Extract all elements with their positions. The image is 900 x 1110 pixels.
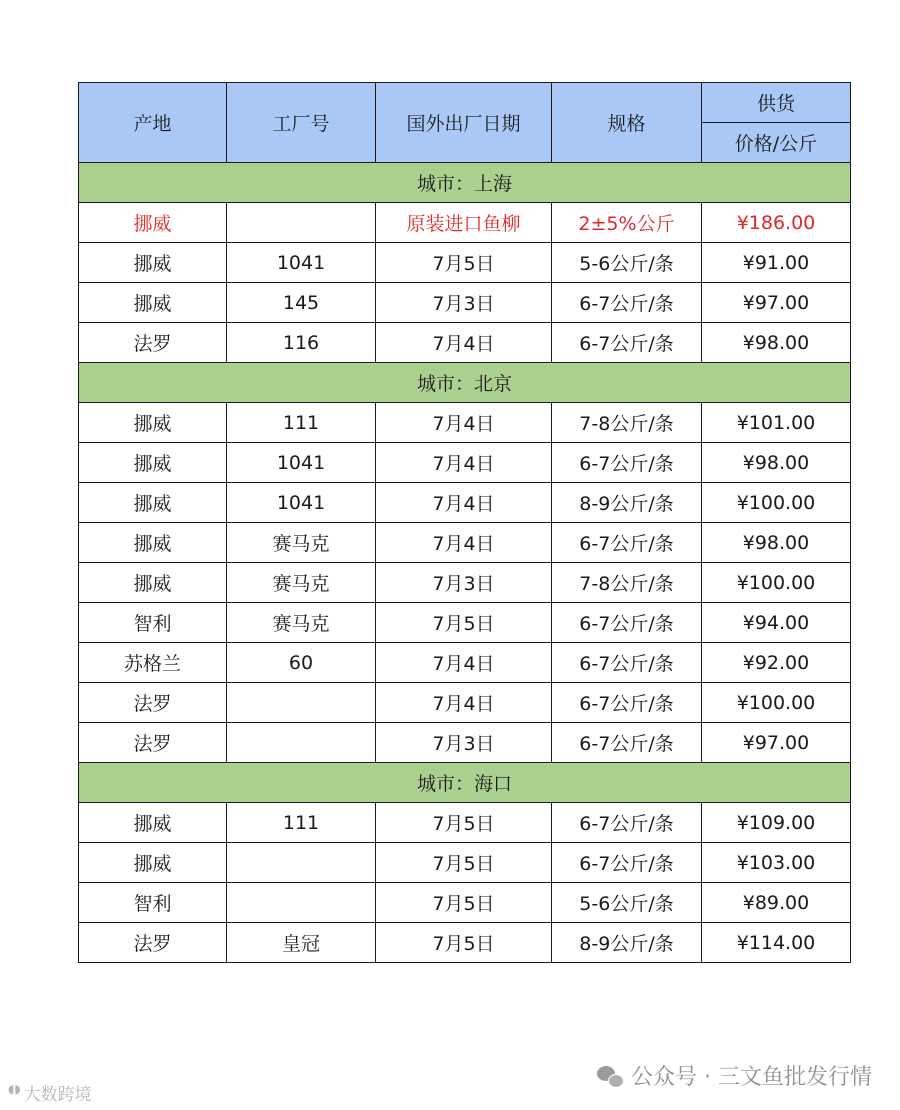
table-row — [79, 483, 851, 523]
cell-price: ¥98.00 — [702, 323, 851, 363]
cell-date: 7月4日 — [376, 323, 552, 363]
cell-date: 7月4日 — [376, 683, 552, 723]
cell-spec: 7-8公斤/条 — [552, 403, 702, 443]
cell-spec: 6-7公斤/条 — [552, 443, 702, 483]
header-supply: 供货 — [702, 83, 851, 123]
cell-spec: 6-7公斤/条 — [552, 643, 702, 683]
cell-spec: 8-9公斤/条 — [552, 923, 702, 963]
cell-factory: 60 — [227, 643, 376, 683]
cell-price: ¥94.00 — [702, 603, 851, 643]
cell-price: ¥97.00 — [702, 723, 851, 763]
cell-origin: 挪威 — [79, 483, 227, 523]
cell-date: 7月4日 — [376, 483, 552, 523]
cell-date: 7月5日 — [376, 923, 552, 963]
cell-origin: 挪威 — [79, 443, 227, 483]
cell-factory: 1041 — [227, 443, 376, 483]
cell-date: 7月4日 — [376, 523, 552, 563]
cell-origin: 挪威 — [79, 563, 227, 603]
city-row — [79, 763, 851, 803]
cell-price: ¥100.00 — [702, 563, 851, 603]
cell-origin: 法罗 — [79, 683, 227, 723]
cell-price: ¥103.00 — [702, 843, 851, 883]
city-label: 城市：北京 — [79, 363, 851, 403]
table-row — [79, 523, 851, 563]
table-body — [79, 163, 851, 963]
header-price-per-kg: 价格/公斤 — [702, 123, 851, 163]
cell-origin: 挪威 — [79, 843, 227, 883]
table-row — [79, 683, 851, 723]
cell-origin: 法罗 — [79, 323, 227, 363]
city-label: 城市：上海 — [79, 163, 851, 203]
table-row — [79, 283, 851, 323]
cell-price: ¥114.00 — [702, 923, 851, 963]
city-row — [79, 163, 851, 203]
cell-date: 7月4日 — [376, 403, 552, 443]
cell-date: 7月5日 — [376, 603, 552, 643]
cell-date: 7月3日 — [376, 283, 552, 323]
table-row — [79, 443, 851, 483]
cell-date: 7月5日 — [376, 843, 552, 883]
cell-date: 7月4日 — [376, 643, 552, 683]
cell-factory — [227, 683, 376, 723]
cell-factory — [227, 883, 376, 923]
wechat-icon — [597, 1065, 623, 1087]
cell-spec: 6-7公斤/条 — [552, 283, 702, 323]
cell-price: ¥101.00 — [702, 403, 851, 443]
cell-factory: 赛马克 — [227, 603, 376, 643]
brand-logo-icon: ◖◗ — [8, 1082, 21, 1097]
cell-date: 原装进口鱼柳 — [376, 203, 552, 243]
table-row — [79, 243, 851, 283]
header-spec: 规格 — [552, 83, 702, 163]
watermark-left-text: 大数跨境 — [23, 1085, 92, 1105]
price-table — [78, 82, 851, 963]
cell-factory: 145 — [227, 283, 376, 323]
cell-date: 7月3日 — [376, 563, 552, 603]
cell-origin: 苏格兰 — [79, 643, 227, 683]
cell-price: ¥100.00 — [702, 483, 851, 523]
cell-origin: 智利 — [79, 603, 227, 643]
cell-date: 7月5日 — [376, 803, 552, 843]
cell-factory: 116 — [227, 323, 376, 363]
table-row — [79, 603, 851, 643]
table-row — [79, 203, 851, 243]
cell-factory: 111 — [227, 803, 376, 843]
table-row — [79, 643, 851, 683]
cell-price: ¥89.00 — [702, 883, 851, 923]
cell-factory — [227, 843, 376, 883]
table-header — [79, 83, 851, 163]
cell-date: 7月3日 — [376, 723, 552, 763]
cell-price: ¥98.00 — [702, 443, 851, 483]
cell-origin: 挪威 — [79, 283, 227, 323]
cell-factory — [227, 203, 376, 243]
cell-origin: 挪威 — [79, 243, 227, 283]
cell-factory: 皇冠 — [227, 923, 376, 963]
cell-origin: 挪威 — [79, 523, 227, 563]
cell-spec: 5-6公斤/条 — [552, 243, 702, 283]
table-row — [79, 563, 851, 603]
cell-spec: 6-7公斤/条 — [552, 683, 702, 723]
cell-price: ¥100.00 — [702, 683, 851, 723]
table-row — [79, 923, 851, 963]
cell-origin: 挪威 — [79, 403, 227, 443]
cell-factory — [227, 723, 376, 763]
cell-price: ¥97.00 — [702, 283, 851, 323]
city-row — [79, 363, 851, 403]
cell-factory: 赛马克 — [227, 563, 376, 603]
cell-spec: 6-7公斤/条 — [552, 523, 702, 563]
cell-factory: 111 — [227, 403, 376, 443]
table-row — [79, 323, 851, 363]
cell-origin: 智利 — [79, 883, 227, 923]
cell-date: 7月5日 — [376, 243, 552, 283]
cell-factory: 1041 — [227, 243, 376, 283]
header-origin: 产地 — [79, 83, 227, 163]
cell-date: 7月5日 — [376, 883, 552, 923]
cell-date: 7月4日 — [376, 443, 552, 483]
watermark-right — [597, 1060, 872, 1091]
cell-spec: 6-7公斤/条 — [552, 843, 702, 883]
cell-spec: 6-7公斤/条 — [552, 323, 702, 363]
cell-origin: 法罗 — [79, 923, 227, 963]
cell-spec: 8-9公斤/条 — [552, 483, 702, 523]
cell-price: ¥92.00 — [702, 643, 851, 683]
cell-price: ¥91.00 — [702, 243, 851, 283]
watermark-left — [8, 1080, 92, 1105]
city-label: 城市：海口 — [79, 763, 851, 803]
header-factory: 工厂号 — [227, 83, 376, 163]
table-row — [79, 723, 851, 763]
table-row — [79, 883, 851, 923]
table-row — [79, 843, 851, 883]
cell-spec: 7-8公斤/条 — [552, 563, 702, 603]
cell-factory: 1041 — [227, 483, 376, 523]
table-row — [79, 403, 851, 443]
cell-origin: 法罗 — [79, 723, 227, 763]
cell-spec: 2±5%公斤 — [552, 203, 702, 243]
cell-spec: 6-7公斤/条 — [552, 803, 702, 843]
cell-price: ¥98.00 — [702, 523, 851, 563]
cell-spec: 6-7公斤/条 — [552, 603, 702, 643]
cell-price: ¥186.00 — [702, 203, 851, 243]
table-row — [79, 803, 851, 843]
cell-price: ¥109.00 — [702, 803, 851, 843]
cell-spec: 6-7公斤/条 — [552, 723, 702, 763]
cell-origin: 挪威 — [79, 203, 227, 243]
cell-origin: 挪威 — [79, 803, 227, 843]
cell-spec: 5-6公斤/条 — [552, 883, 702, 923]
header-date: 国外出厂日期 — [376, 83, 552, 163]
watermark-right-text: 公众号 · 三文鱼批发行情 — [631, 1065, 872, 1090]
cell-factory: 赛马克 — [227, 523, 376, 563]
